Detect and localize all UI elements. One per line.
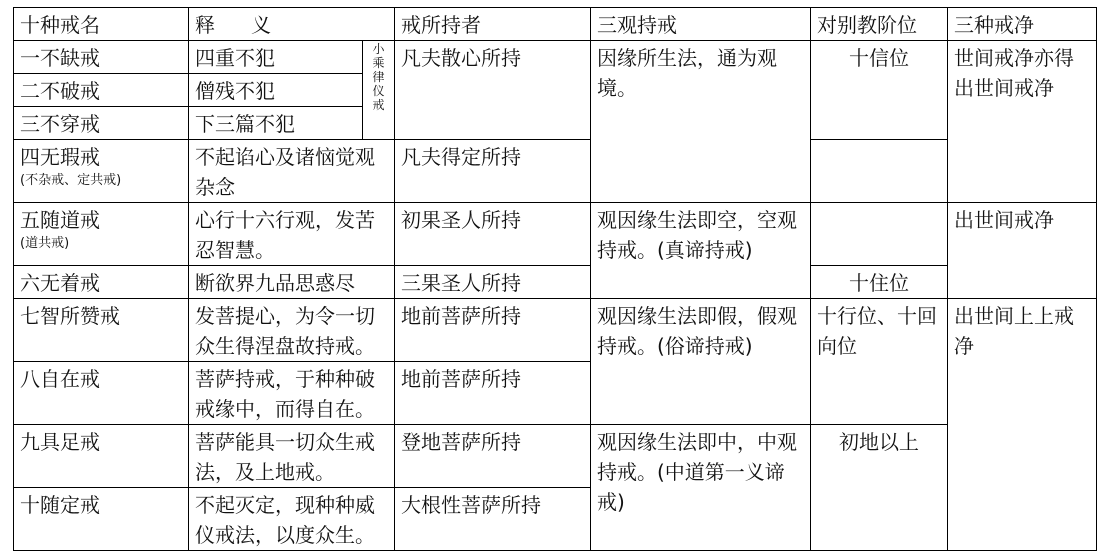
header-purity: 三种戒净 <box>948 8 1097 41</box>
three-views-b: 观因缘生法即空，空观持戒。(真谛持戒) <box>591 203 811 299</box>
table-row <box>14 41 1097 74</box>
precept-meaning: 菩萨能具一切众生戒法，及上地戒。 <box>189 425 395 488</box>
precept-name: 八自在戒 <box>14 362 189 425</box>
vertical-char: 小 <box>372 42 385 56</box>
precept-name: 十随定戒 <box>14 488 189 551</box>
table-row <box>14 425 1097 488</box>
precept-name: 五随道戒 <box>20 208 100 232</box>
precept-holder: 登地菩萨所持 <box>395 425 591 488</box>
precept-holder: 凡夫得定所持 <box>395 140 591 203</box>
precept-holder: 初果圣人所持 <box>395 203 591 266</box>
precept-meaning: 僧残不犯 <box>189 74 363 107</box>
stage-d: 初地以上 <box>811 425 948 551</box>
precept-name: 九具足戒 <box>14 425 189 488</box>
precept-name: 二不破戒 <box>14 74 189 107</box>
stage-c: 十行位、十回向位 <box>811 299 948 425</box>
vertical-char: 仪 <box>372 84 385 98</box>
precept-name: 一不缺戒 <box>14 41 189 74</box>
precept-subname: (道共戒) <box>20 236 70 251</box>
table-row <box>14 140 1097 203</box>
precept-name: 三不穿戒 <box>14 107 189 140</box>
precept-name: 四无瑕戒 <box>20 145 100 169</box>
precept-name-cell <box>14 203 189 266</box>
table-row <box>14 266 1097 299</box>
vertical-char: 律 <box>372 70 385 84</box>
header-holder: 戒所持者 <box>395 8 591 41</box>
purity-a: 世间戒净亦得出世间戒净 <box>948 41 1097 203</box>
precept-subname: (不杂戒、定共戒) <box>20 173 122 188</box>
precept-holder: 三果圣人所持 <box>395 266 591 299</box>
header-meaning-a: 释 <box>195 13 215 37</box>
header-three-views: 三观持戒 <box>591 8 811 41</box>
precept-meaning: 不起灭定，现种种威仪戒法，以度众生。 <box>189 488 395 551</box>
stage-b: 十住位 <box>811 266 948 299</box>
purity-b: 出世间戒净 <box>948 203 1097 299</box>
precept-name-cell <box>14 140 189 203</box>
precept-meaning: 心行十六行观，发苦忍智慧。 <box>189 203 395 266</box>
precept-name: 七智所赞戒 <box>14 299 189 362</box>
vertical-char: 戒 <box>372 98 385 112</box>
precept-meaning: 断欲界九品思惑尽 <box>189 266 395 299</box>
header-meaning-b: 义 <box>251 13 271 37</box>
header-precept-name: 十种戒名 <box>14 8 189 41</box>
three-views-a: 因缘所生法，通为观境。 <box>591 41 811 203</box>
precept-meaning: 不起谄心及诸恼觉观杂念 <box>189 140 395 203</box>
table-row <box>14 299 1097 362</box>
precept-holder: 地前菩萨所持 <box>395 362 591 425</box>
three-views-d: 观因缘生法即中，中观持戒。(中道第一义谛戒) <box>591 425 811 551</box>
header-stage: 对别教阶位 <box>811 8 948 41</box>
stage-a: 十信位 <box>811 41 948 140</box>
precept-holder: 地前菩萨所持 <box>395 299 591 362</box>
table-row <box>14 203 1097 266</box>
precept-name: 六无着戒 <box>14 266 189 299</box>
precept-meaning: 下三篇不犯 <box>189 107 363 140</box>
header-meaning <box>189 8 395 41</box>
vertical-char: 乘 <box>372 56 385 70</box>
stage-empty <box>811 203 948 266</box>
vertical-label <box>363 41 395 140</box>
precept-holder: 大根性菩萨所持 <box>395 488 591 551</box>
precept-meaning: 菩萨持戒，于种种破戒缘中，而得自在。 <box>189 362 395 425</box>
three-views-c: 观因缘生法即假，假观持戒。(俗谛持戒) <box>591 299 811 425</box>
purity-c: 出世间上上戒净 <box>948 299 1097 551</box>
precepts-table <box>13 7 1097 551</box>
precept-meaning: 发菩提心，为令一切众生得涅盘故持戒。 <box>189 299 395 362</box>
precept-holder: 凡夫散心所持 <box>395 41 591 140</box>
precept-meaning: 四重不犯 <box>189 41 363 74</box>
stage-empty <box>811 140 948 203</box>
header-row <box>14 8 1097 41</box>
